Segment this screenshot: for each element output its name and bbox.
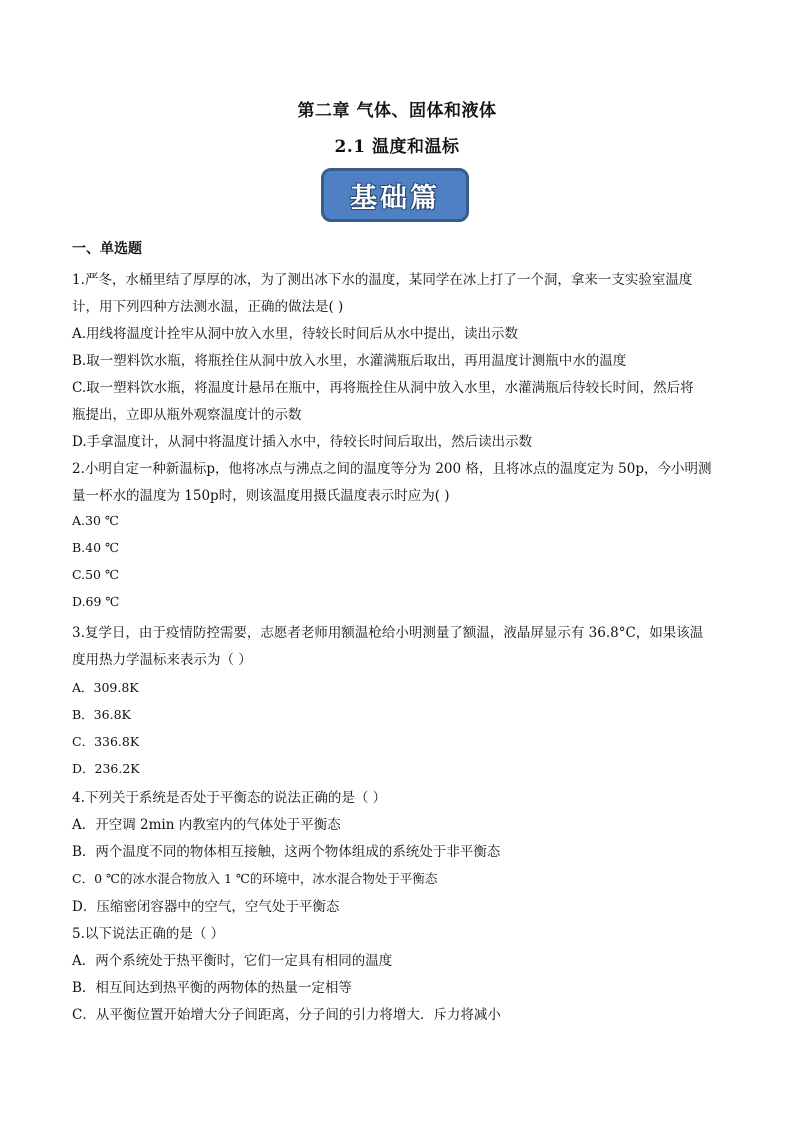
question-2-option-b: B.40 ℃ <box>72 540 120 555</box>
part-heading: 一、单选题 <box>72 241 142 257</box>
question-1-option-b: B.取一塑料饮水瓶，将瓶拴住从洞中放入水里，水灌满瓶后取出，再用温度计测瓶中水的温度 <box>72 353 627 369</box>
question-5-option-a: A．两个系统处于热平衡时，它们一定具有相同的温度 <box>72 953 393 969</box>
question-2-option-d: D.69 ℃ <box>72 594 120 609</box>
question-4-option-b: B．两个温度不同的物体相互接触，这两个物体组成的系统处于非平衡态 <box>72 844 501 860</box>
question-3-option-d: D．236.2K <box>72 761 140 776</box>
level-badge <box>321 168 469 222</box>
question-1-option-c: C.取一塑料饮水瓶，将温度计悬吊在瓶中，再将瓶拴住从洞中放入水里，水灌满瓶后待较长时间，然后将 <box>72 380 694 396</box>
question-1-option-d: D.手拿温度计，从洞中将温度计插入水中，待较长时间后取出，然后读出示数 <box>72 434 533 450</box>
question-1-stem-line-1: 1.严冬，水桶里结了厚厚的冰，为了测出冰下水的温度，某同学在冰上打了一个洞，拿来一支实验室温度 <box>72 272 693 288</box>
level-badge-label: 基础篇 <box>350 182 440 214</box>
question-1-stem-line-2: 计，用下列四种方法测水温，正确的做法是( ) <box>72 299 344 315</box>
question-5-option-b: B．相互间达到热平衡的两物体的热量一定相等 <box>72 980 352 996</box>
question-3-option-c: C．336.8K <box>72 734 140 749</box>
question-3-stem-line-1: 3.复学日，由于疫情防控需要，志愿者老师用额温枪给小明测量了额温，液晶屏显示有 36.8°C，如果该温 <box>72 625 704 641</box>
question-3-option-b: B．36.8K <box>72 707 131 722</box>
question-1-option-c-continued: 瓶提出，立即从瓶外观察温度计的示数 <box>72 407 302 423</box>
question-2-stem-line-1: 2.小明自定一种新温标p，他将冰点与沸点之间的温度等分为 200 格，且将冰点的温度定为 50p，今小明测 <box>72 461 712 477</box>
question-5-option-c: C．从平衡位置开始增大分子间距离，分子间的引力将增大．斥力将减小 <box>72 1007 501 1023</box>
question-3-stem-line-2: 度用热力学温标来表示为（ ） <box>72 652 252 668</box>
question-3-option-a: A．309.8K <box>72 680 139 695</box>
question-2-stem-line-2: 量一杯水的温度为 150p时，则该温度用摄氏温度表示时应为( ) <box>72 488 450 504</box>
question-5-stem: 5.以下说法正确的是（ ） <box>72 926 225 942</box>
question-2-option-a: A.30 ℃ <box>72 513 119 528</box>
question-4-stem: 4.下列关于系统是否处于平衡态的说法正确的是（ ） <box>72 790 387 806</box>
question-1-option-a: A.用线将温度计拴牢从洞中放入水里，待较长时间后从水中提出，读出示数 <box>72 326 519 342</box>
question-4-option-c: C．0 ℃的冰水混合物放入 1 ℃的环境中，冰水混合物处于平衡态 <box>72 871 438 886</box>
chapter-title: 第二章 气体、固体和液体 <box>297 101 497 121</box>
question-2-option-c: C.50 ℃ <box>72 567 119 582</box>
question-4-option-a: A．开空调 2min 内教室内的气体处于平衡态 <box>72 817 341 833</box>
section-title: 2.1 温度和温标 <box>334 137 460 157</box>
question-4-option-d: D．压缩密闭容器中的空气，空气处于平衡态 <box>72 899 340 915</box>
